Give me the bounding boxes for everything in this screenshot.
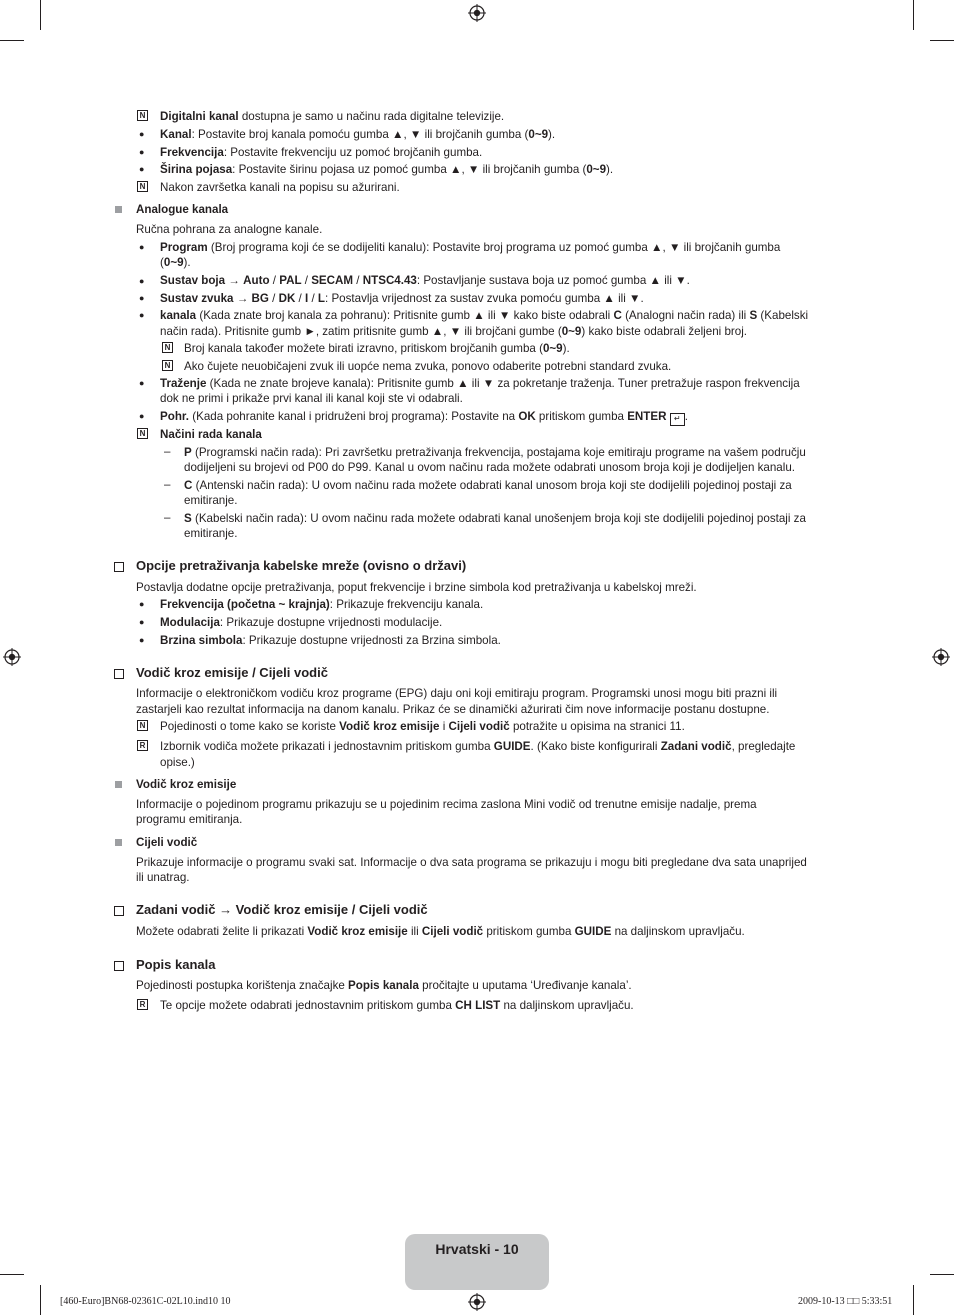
paragraph: Ručna pohrana za analogne kanale. xyxy=(136,223,323,236)
channel-note-2: Ako čujete neuobičajeni zvuk ili uopće nema zvuka, ponovo odaberite potrebni standard zvuka. xyxy=(184,360,672,373)
enter-key-icon: ↵ xyxy=(670,413,685,426)
list-item: Širina pojasa: Postavite širinu pojasa uz pomoć gumba ▲, ▼ ili brojčanih gumba (0~9). xyxy=(160,163,614,176)
channel-note-1: Broj kanala također možete birati izravno, pritiskom brojčanih gumba (0~9). xyxy=(184,342,570,355)
remote-note-icon: R xyxy=(137,999,148,1010)
registration-mark-icon xyxy=(468,4,486,22)
paragraph: Pojedinosti postupka korištenja značajke Popis kanala pročitajte u uputama ‘Uređivanje kanala’. xyxy=(136,979,632,992)
list-item-channel-cont: način rada). Pritisnite gumb ►, zatim pritisnite gumb ▲, ▼ ili brojčani gumbe (0~9) kako biste odabrali željeni broj. xyxy=(160,325,748,338)
guide-note-1: Pojedinosti o tome kako se koriste Vodič kroz emisije i Cijeli vodič potražite u opisima na stranici 11. xyxy=(160,720,685,733)
list-item: Frekvencija (početna ~ krajnja): Prikazuje frekvenciju kanala. xyxy=(160,598,484,611)
list-item: Brzina simbola: Prikazuje dostupne vrijednosti za Brzina simbola. xyxy=(160,634,501,647)
paragraph: Možete odabrati želite li prikazati Vodič kroz emisije ili Cijeli vodič pritiskom gumba GUIDE na daljinskom upravljaču. xyxy=(136,925,745,938)
bullet-icon: ● xyxy=(139,310,145,320)
paragraph: ili unatrag. xyxy=(136,871,190,884)
guide-note-2: Izbornik vodiča možete prikazati i jednostavnim pritiskom gumba GUIDE. (Kako biste konfigurirali Zadani vodič, pregledajte xyxy=(160,740,796,753)
digital-note-2: Nakon završetka kanali na popisu su ažurirani. xyxy=(160,181,400,194)
remote-note-icon: R xyxy=(137,740,148,751)
dash-marker: – xyxy=(164,478,171,491)
list-item: Frekvencija: Postavite frekvenciju uz pomoć brojčanih gumba. xyxy=(160,146,483,159)
mode-item: S (Kabelski način rada): U ovom načinu rada možete odabrati kanal unošenjem broja koji ste dodijelili pojedinoj postaji za xyxy=(184,512,806,525)
checkbox-heading-icon xyxy=(114,961,124,971)
channel-list-note: Te opcije možete odabrati jednostavnim pritiskom gumba CH LIST na daljinskom upravljaču. xyxy=(160,999,634,1012)
guide-note-2-cont: opise.) xyxy=(160,756,195,769)
section-heading-channel-list: Popis kanala xyxy=(136,957,216,972)
registration-mark-icon xyxy=(932,648,950,666)
print-slug-left: [460-Euro]BN68-02361C-02L10.ind10 10 xyxy=(60,1296,231,1307)
note-icon: N xyxy=(137,428,148,439)
list-item-channel: kanala (Kada znate broj kanala za pohranu): Pritisnite gumb ▲ ili ▼ kako biste odabrali C (Analogni način rada) ili S (Kabelski xyxy=(160,309,809,322)
modes-title: Načini rada kanala xyxy=(160,428,262,441)
mode-item-cont: emitiranje. xyxy=(184,527,238,540)
note-icon: N xyxy=(162,342,173,353)
subsection-title: Cijeli vodič xyxy=(136,836,198,849)
checkbox-heading-icon xyxy=(114,906,124,916)
section-heading-guide: Vodič kroz emisije / Cijeli vodič xyxy=(136,665,328,680)
mode-item: P (Programski način rada): Pri završetku pretraživanja frekvencija, postajama koje emitiraju programe na vašem području xyxy=(184,446,806,459)
mode-item: C (Antenski način rada): U ovom načinu rada možete odabrati kanal unosom broja koji ste dodijelili pojedinoj postaji za xyxy=(184,479,792,492)
note-icon: N xyxy=(137,720,148,731)
print-slug-right: 2009-10-13 □□ 5:33:51 xyxy=(798,1296,893,1307)
crop-mark xyxy=(40,1285,41,1315)
bullet-icon: ● xyxy=(139,293,145,303)
section-heading-cable: Opcije pretraživanja kabelske mreže (ovisno o državi) xyxy=(136,558,467,573)
bullet-icon: ● xyxy=(139,378,145,388)
bullet-icon: ● xyxy=(139,164,145,174)
list-item-search: Traženje (Kada ne znate brojeve kanala): Pritisnite gumb ▲ ili ▼ za pokretanje traženja. Tuner pretražuje raspon frekvencija xyxy=(160,377,800,390)
checkbox-heading-icon xyxy=(114,669,124,679)
mode-item-cont: emitiranje. xyxy=(184,494,238,507)
crop-mark xyxy=(930,1274,954,1275)
list-item-store: Pohr. (Kada pohranite kanal i pridruženi broj programa): Postavite na OK pritiskom gumba ENTER ↵ . xyxy=(160,409,688,426)
list-item-color-system: Sustav boja → Auto / PAL / SECAM / NTSC4.43: Postavljanje sustava boja uz pomoć gumba ▲ ili ▼. xyxy=(160,274,690,287)
paragraph: Informacije o pojedinom programu prikazuju se u pojedinim recima zaslona Mini vodič od trenutne emisije nadalje, prema xyxy=(136,798,757,811)
dash-marker: – xyxy=(164,511,171,524)
dash-marker: – xyxy=(164,445,171,458)
subsection-title: Analogue kanala xyxy=(136,203,229,216)
paragraph: programu emitiranja. xyxy=(136,813,243,826)
bullet-icon: ● xyxy=(139,242,145,252)
bullet-icon: ● xyxy=(139,635,145,645)
bullet-icon: ● xyxy=(139,599,145,609)
bullet-icon: ● xyxy=(139,617,145,627)
registration-mark-icon xyxy=(468,1293,486,1311)
mode-item-cont: dodijeljeni su brojevi od P00 do P99. Kanal u ovom načinu rada možete odabrati unosom broja koji je dodijeljen kanalu. xyxy=(184,461,795,474)
list-item-program: Program (Broj programa koji će se dodijeliti kanalu): Postavite broj programa uz pomoć gumba ▲, ▼ ili brojčanih gumba xyxy=(160,241,781,254)
paragraph: Informacije o elektroničkom vodiču kroz programe (EPG) daju oni koji emitiraju program. Programski unosi mogu biti prazni ili xyxy=(136,687,778,700)
crop-mark xyxy=(930,40,954,41)
list-item: Modulacija: Prikazuje dostupne vrijednosti modulacije. xyxy=(160,616,443,629)
bullet-icon: ● xyxy=(139,276,145,286)
note-icon: N xyxy=(137,110,148,121)
digital-note: Digitalni kanal dostupna je samo u načinu rada digitalne televizije. xyxy=(160,110,505,123)
bullet-icon: ● xyxy=(139,147,145,157)
section-marker-icon xyxy=(115,781,122,788)
list-item: Kanal: Postavite broj kanala pomoću gumba ▲, ▼ ili brojčanih gumba (0~9). xyxy=(160,128,556,141)
list-item-sound-system: Sustav zvuka → BG / DK / I / L: Postavlja vrijednost za sustav zvuka pomoću gumba ▲ ili ▼. xyxy=(160,292,644,305)
section-marker-icon xyxy=(115,206,122,213)
list-item-program-cont: (0~9). xyxy=(160,256,191,269)
paragraph: Prikazuje informacije o programu svaki sat. Informacije o dva sata programa se prikazuju i mogu biti pregledane dva sata unaprijed xyxy=(136,856,807,869)
list-item-search-cont: dok ne primi i prikaže prvi kanal ili kanal koji ste vi odabrali. xyxy=(160,392,463,405)
bullet-icon: ● xyxy=(139,129,145,139)
crop-mark xyxy=(913,1285,914,1315)
checkbox-heading-icon xyxy=(114,562,124,572)
note-icon: N xyxy=(137,181,148,192)
bullet-icon: ● xyxy=(139,411,145,421)
crop-mark xyxy=(40,0,41,30)
section-heading-default-guide: Zadani vodič → Vodič kroz emisije / Cijeli vodič xyxy=(136,902,428,917)
paragraph: Postavlja dodatne opcije pretraživanja, poput frekvencije i brzine simbola kod pretraživanja u kabelskoj mreži. xyxy=(136,581,697,594)
page-number: Hrvatski - 10 xyxy=(435,1241,519,1257)
crop-mark xyxy=(0,40,24,41)
subsection-title: Vodič kroz emisije xyxy=(136,778,237,791)
crop-mark xyxy=(0,1274,24,1275)
note-icon: N xyxy=(162,360,173,371)
section-marker-icon xyxy=(115,839,122,846)
paragraph: zastarjeli kao rezultat informacija na danom kanalu. Prikaz će se dinamički ažurirati čim nove informacije postanu dostupne. xyxy=(136,703,770,716)
registration-mark-icon xyxy=(3,648,21,666)
crop-mark xyxy=(913,0,914,30)
